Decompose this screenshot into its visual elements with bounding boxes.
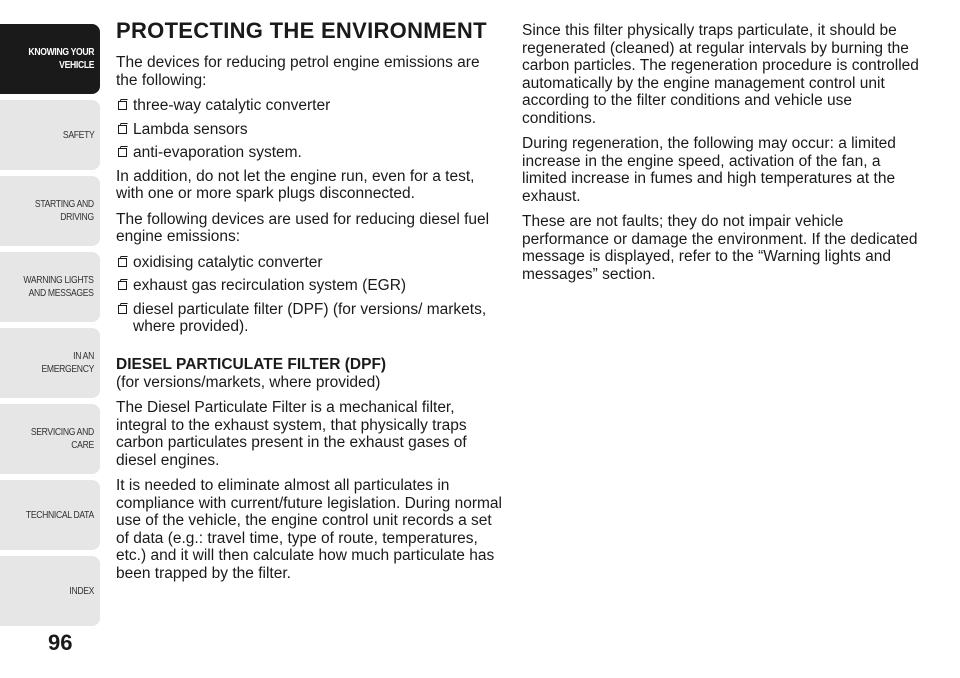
list-item <box>116 254 504 272</box>
list-item <box>116 97 504 115</box>
tab-label: KNOWING YOUR VEHICLE <box>28 46 94 71</box>
diesel-intro-paragraph: The following devices are used for reducing diesel fuel engine emissions: <box>116 210 490 245</box>
right-column <box>522 22 922 291</box>
list-item-text: anti-evaporation system. <box>133 144 302 161</box>
page-number: 96 <box>48 630 73 655</box>
list-item <box>116 277 504 295</box>
tab-label: SERVICING AND CARE <box>30 426 94 451</box>
tab-in-an-emergency[interactable] <box>0 328 100 398</box>
tab-label: WARNING LIGHTS AND MESSAGES <box>23 274 94 299</box>
tab-knowing-your-vehicle[interactable] <box>0 24 100 94</box>
regeneration-effects-paragraph: During regeneration, the following may occur: a limited increase in the engine speed, activation of the fan, a limited increase in fumes and high temperatures at the exhaust. <box>522 135 896 205</box>
tab-starting-and-driving[interactable] <box>0 176 100 246</box>
tab-safety[interactable] <box>0 100 100 170</box>
left-column <box>116 18 504 590</box>
tab-label: IN AN EMERGENCY <box>41 350 94 375</box>
bullet-icon <box>118 125 127 134</box>
bullet-icon <box>118 148 127 157</box>
dpf-subheading: (for versions/markets, where provided) <box>116 373 381 391</box>
petrol-devices-list <box>116 97 504 162</box>
petrol-intro-paragraph: The devices for reducing petrol engine emissions are the following: <box>116 54 480 89</box>
list-item-text: Lambda sensors <box>133 120 248 138</box>
tab-label: INDEX <box>69 584 94 597</box>
not-faults-paragraph: These are not faults; they do not impair vehicle performance or damage the environment. If the dedicated message is displayed, refer to the “Warning lights and messages” section. <box>522 213 918 283</box>
list-item <box>116 301 504 336</box>
tab-label: SAFETY <box>62 128 94 141</box>
tab-technical-data[interactable] <box>0 480 100 550</box>
tab-index[interactable] <box>0 556 100 626</box>
bullet-icon <box>118 305 127 314</box>
section-spacer <box>116 342 504 356</box>
tab-label: TECHNICAL DATA <box>26 508 94 521</box>
list-item <box>116 121 504 139</box>
tab-servicing-and-care[interactable] <box>0 404 100 474</box>
spark-plug-paragraph: In addition, do not let the engine run, even for a test, with one or more spark plugs disconnected. <box>116 167 475 202</box>
list-item-text: exhaust gas recirculation system (EGR) <box>133 277 407 294</box>
bullet-icon <box>118 101 127 110</box>
list-item-text: three-way catalytic converter <box>133 97 331 114</box>
dpf-paragraph-1: The Diesel Particulate Filter is a mechanical filter, integral to the exhaust system, that physically traps carbon particulates present in the exhaust gases of diesel engines. <box>116 399 467 469</box>
section-heading: PROTECTING THE ENVIRONMENT <box>116 18 487 43</box>
list-item <box>116 144 504 162</box>
dpf-heading: DIESEL PARTICULATE FILTER (DPF) <box>116 355 387 373</box>
list-item-text: oxidising catalytic converter <box>133 253 323 271</box>
regeneration-paragraph: Since this filter physically traps particulate, it should be regenerated (cleaned) at regular intervals by burning the carbon particles. The regeneration procedure is controlled automatically by the engine management control unit according to the filter conditions and vehicle use conditions. <box>522 22 919 127</box>
list-item-text: diesel particulate filter (DPF) (for versions/ markets, where provided). <box>133 300 487 335</box>
tab-warning-lights-and-messages[interactable] <box>0 252 100 322</box>
diesel-devices-list <box>116 254 504 336</box>
bullet-icon <box>118 281 127 290</box>
tab-label: STARTING AND DRIVING <box>35 198 94 223</box>
bullet-icon <box>118 258 127 267</box>
dpf-paragraph-2: It is needed to eliminate almost all particulates in compliance with current/future legislation. During normal use of the vehicle, the engine control unit records a set of data (e.g.: travel time, type of route, temperatures, etc.) and it will then calculate how much particulate has been trapped by the filter. <box>116 477 502 582</box>
